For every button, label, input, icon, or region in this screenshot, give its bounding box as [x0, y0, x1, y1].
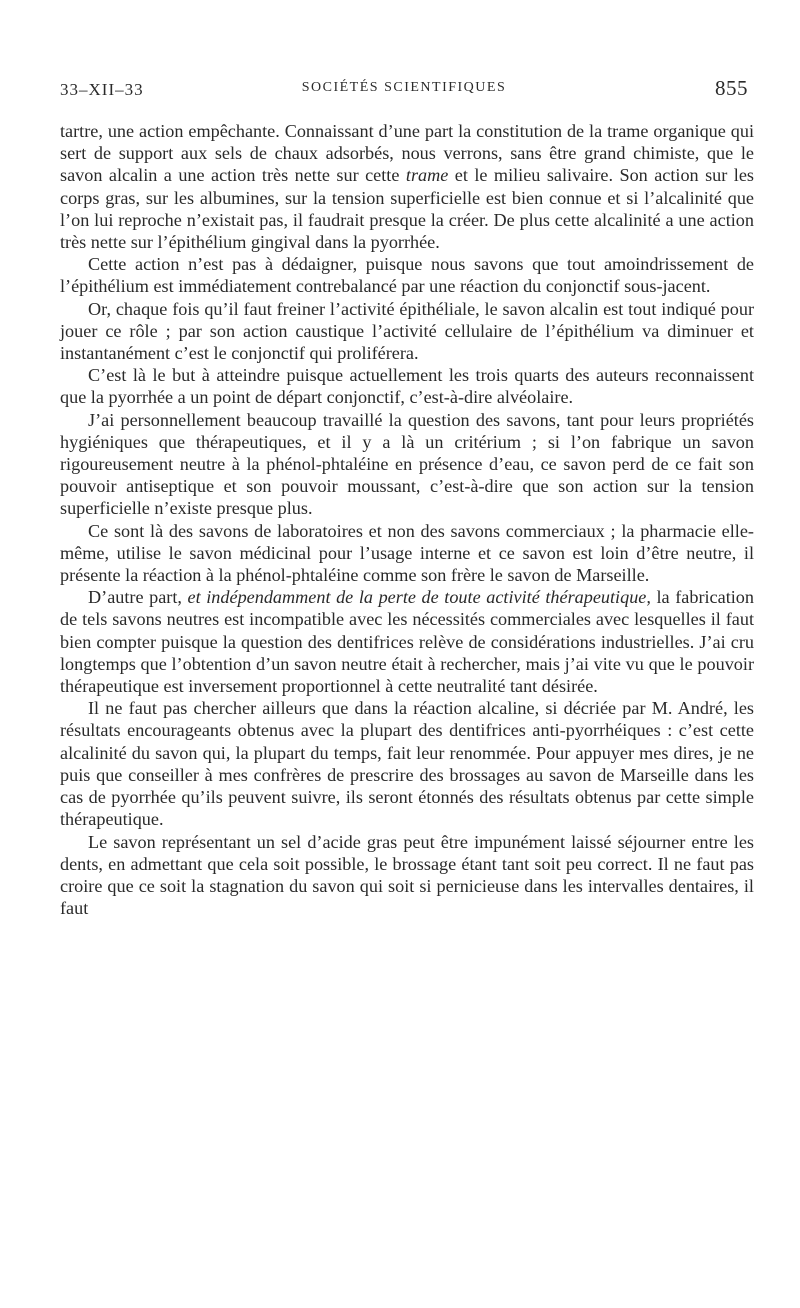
- body-text: [60, 120, 754, 919]
- paragraph-1: tartre, une action empêchante. Connaissant d’une part la constitution de la trame organique qui sert de support aux sels de chaux adsorbés, nous verrons, sans être grand chimiste, que le savon alcalin a une action très nette sur cette trame et le milieu salivaire. Son action sur les corps gras, sur les albumines, sur la tension superficielle est bien connue et si l’alcalinité que l’on lui reproche n’existait pas, il faudrait presque la créer. De plus cette alcalinité a une action très nette sur l’épithélium gingival dans la pyorrhée.: [60, 121, 754, 253]
- paragraph-9: Le savon représentant un sel d’acide gras peut être impunément laissé séjourner entre les dents, en admettant que cela soit possible, le brossage étant tant soit peu correct. Il ne faut pas croire que ce soit la stagnation du savon qui soit si pernicieuse dans les intervalles dentaires, il faut: [60, 831, 754, 919]
- paragraph-8: Il ne faut pas chercher ailleurs que dans la réaction alcaline, si décriée par M. André, les résultats encourageants obtenus avec la plupart des dentifrices anti-pyorrhéiques : c’est cette alcalinité du savon qui, la plupart du temps, fait leur renommée. Pour appuyer mes dires, je ne puis que conseiller à mes confrères de prescrire des brossages au savon de Marseille dans les cas de pyorrhée qu’ils peuvent suivre, ils seront étonnés des résultats obtenus par cette simple thérapeutique.: [60, 698, 754, 830]
- paragraph-3: Or, chaque fois qu’il faut freiner l’activité épithéliale, le savon alcalin est tout indiqué pour jouer ce rôle ; par son action caustique l’activité cellulaire de l’épithélium va diminuer et instantanément c’est le conjonctif qui proliférera.: [60, 298, 754, 364]
- header-date: 33–XII–33: [60, 80, 144, 99]
- paragraph-2: Cette action n’est pas à dédaigner, puisque nous savons que tout amoindrissement de l’épithélium est immédiatement contrebalancé par une réaction du conjonctif sous-jacent.: [60, 254, 754, 297]
- header-title: SOCIÉTÉS SCIENTIFIQUES: [301, 80, 507, 95]
- running-header: [60, 76, 748, 106]
- italic-emphasis: et indépendamment de la perte de toute activité thérapeutique,: [187, 587, 651, 608]
- paragraph-7: D’autre part, et indépendamment de la perte de toute activité thérapeutique, la fabrication de tels savons neutres est incompatible avec les nécessités commerciales avec lesquelles il faut bien compter puisque la question des dentifrices relève de considérations industrielles. J’ai cru longtemps que l’obtention d’un savon neutre était à rechercher, mais j’ai vite vu que le pouvoir thérapeutique est inversement proportionnel à cette neutralité tant désirée.: [60, 587, 754, 697]
- paragraph-4: C’est là le but à atteindre puisque actuellement les trois quarts des auteurs reconnaissent que la pyorrhée a un point de départ conjonctif, c’est-à-dire alvéolaire.: [60, 365, 754, 408]
- paragraph-6: Ce sont là des savons de laboratoires et non des savons commerciaux ; la pharmacie elle-même, utilise le savon médicinal pour l’usage interne et ce savon est loin d’être neutre, il présente la réaction à la phénol-phtaléine comme son frère le savon de Marseille.: [60, 520, 754, 586]
- paragraph-5: J’ai personnellement beaucoup travaillé la question des savons, tant pour leurs propriétés hygiéniques que thérapeutiques, et il y a là un critérium ; si l’on fabrique un savon rigoureusement neutre à la phénol-phtaléine en présence d’eau, ce savon perd de ce fait son pouvoir antiseptique et son pouvoir moussant, c’est-à-dire que son action sur la tension superficielle n’existe presque plus.: [60, 409, 754, 519]
- italic-emphasis: trame: [405, 165, 449, 186]
- page-number: 855: [715, 76, 748, 100]
